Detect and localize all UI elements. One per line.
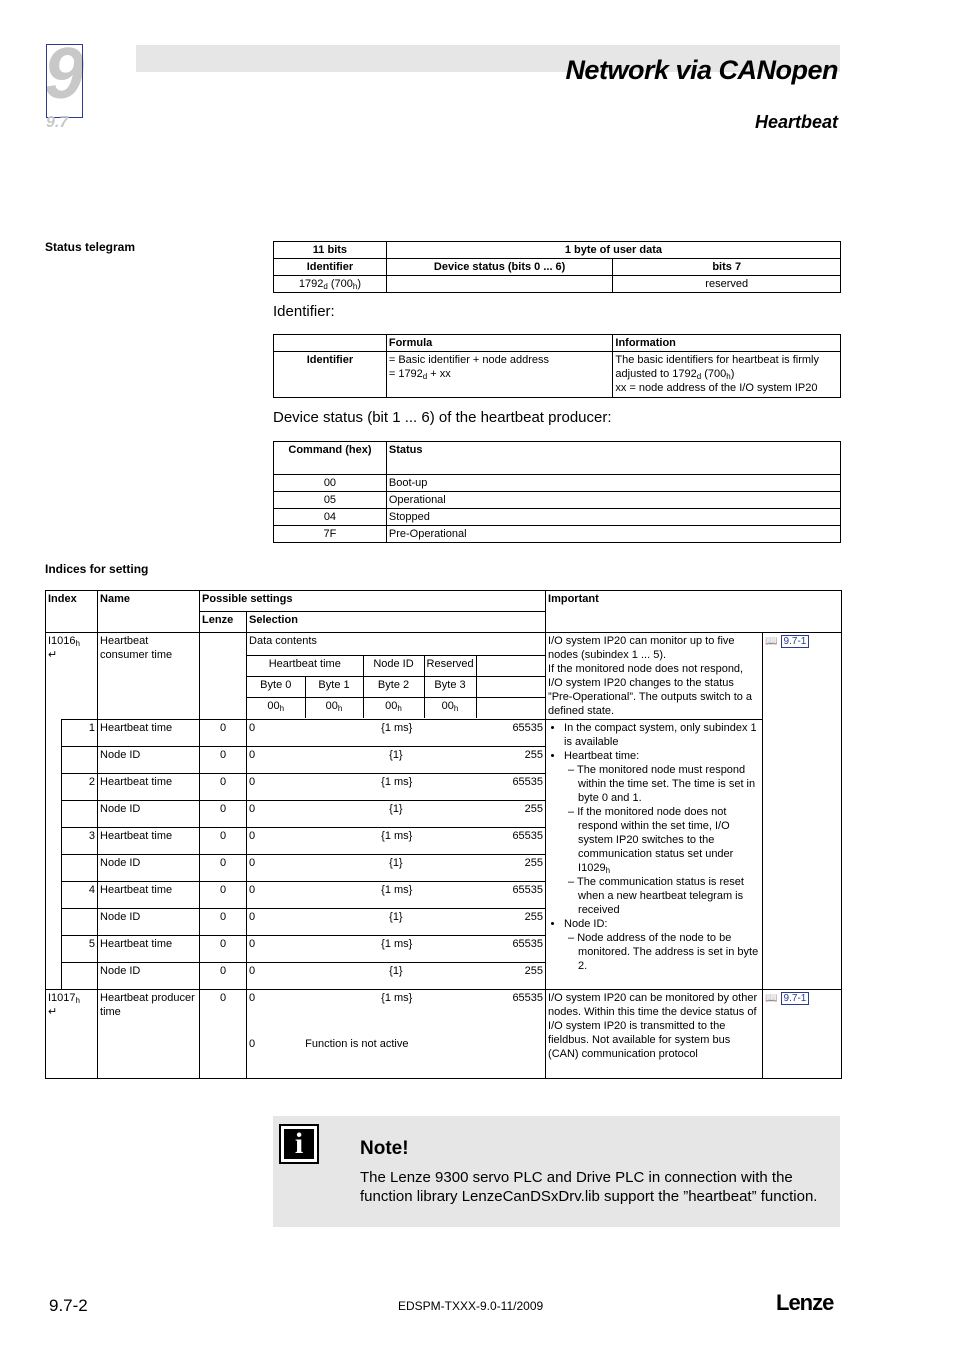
dc-val: $00_h$ bbox=[247, 698, 305, 719]
sub-name: Node ID bbox=[98, 909, 200, 936]
sub-lenze: 0 bbox=[200, 747, 247, 774]
sub-index: 2 bbox=[62, 774, 98, 801]
head-possible-settings: Possible settings bbox=[200, 591, 546, 612]
dc-byte1: Byte 1 bbox=[305, 677, 363, 698]
status-telegram-label: Status telegram bbox=[45, 240, 136, 254]
command-cell: 00 bbox=[274, 475, 387, 492]
sub-name: Heartbeat time bbox=[98, 774, 200, 801]
chapter-number: 9 bbox=[44, 34, 85, 114]
sub-selection: 0 {1 ms} 65535 bbox=[247, 882, 546, 909]
sub-lenze: 0 bbox=[200, 936, 247, 963]
head-name: Name bbox=[98, 591, 200, 633]
status-head: Status bbox=[386, 442, 840, 475]
info-icon: i bbox=[279, 1124, 319, 1164]
page-subtitle: Heartbeat bbox=[754, 112, 838, 132]
ref-i1016 bbox=[763, 633, 842, 990]
indices-table bbox=[45, 590, 842, 1079]
selection-i1017: 0 {1 ms} 65535 0 Function is not active bbox=[247, 990, 546, 1079]
sub-name: Node ID bbox=[98, 963, 200, 990]
index-i1016: $I1016_h$ ↵ bbox=[46, 633, 98, 720]
return-icon: ↵ bbox=[48, 649, 58, 661]
status-cell: Operational bbox=[386, 492, 840, 509]
status-cell: Stopped bbox=[386, 509, 840, 526]
identifier-row-label: Identifier bbox=[274, 352, 387, 398]
command-cell: 7F bbox=[274, 526, 387, 543]
book-icon: 📖 bbox=[765, 993, 778, 1004]
head-selection: Selection bbox=[247, 612, 546, 633]
ref-link[interactable]: 9.7-1 bbox=[781, 635, 810, 648]
sub-lenze: 0 bbox=[200, 828, 247, 855]
ref-i1017 bbox=[763, 990, 842, 1079]
important-i1017: I/O system IP20 can be monitored by other nodes. Within this time the device status of I/O system IP20 is transmitted to the fieldbus. Not available for system bus (CAN) communication protocol bbox=[546, 990, 763, 1079]
formula-head: Formula bbox=[386, 335, 613, 352]
sub-lenze: 0 bbox=[200, 882, 247, 909]
return-icon: ↵ bbox=[48, 1006, 58, 1018]
important-i1016: I/O system IP20 can monitor up to five nodes (subindex 1 ... 5). If the monitored node does not respond, I/O system IP20 changes to the status ”Pre-Operational”. The outputs switch to a defined state. bbox=[546, 633, 763, 720]
identifier-value: $1792_d$ $(700_h)$ bbox=[274, 276, 387, 293]
sub-selection: 0 {1 ms} 65535 bbox=[247, 828, 546, 855]
dc-reserved: Reserved bbox=[424, 656, 476, 677]
command-cell: 04 bbox=[274, 509, 387, 526]
note-title: Note! bbox=[360, 1138, 409, 1159]
sub-index: 5 bbox=[62, 936, 98, 963]
data-contents-cell: Data contents Heartbeat time Node ID Reserved Byte 0 Byte 1 Byte 2 Byte 3 $00_h$ $00_h$ $00_h$ $00_h$ bbox=[247, 633, 546, 720]
sub-index: 1 bbox=[62, 720, 98, 747]
device-status-cell bbox=[386, 276, 613, 293]
reserved-cell: reserved bbox=[613, 276, 841, 293]
identifier-empty-head bbox=[274, 335, 387, 352]
sub-index bbox=[62, 747, 98, 774]
sub-lenze: 0 bbox=[200, 855, 247, 882]
data-contents-table bbox=[247, 655, 545, 718]
device-status-table bbox=[273, 441, 841, 543]
col-user-data: 1 byte of user data bbox=[386, 242, 840, 259]
sub-index: 3 bbox=[62, 828, 98, 855]
status-cell: Pre-Operational bbox=[386, 526, 840, 543]
dc-byte2: Byte 2 bbox=[363, 677, 424, 698]
sub-index bbox=[62, 801, 98, 828]
col-bits7: bits 7 bbox=[613, 259, 841, 276]
sub-name: Heartbeat time bbox=[98, 882, 200, 909]
command-head: Command (hex) bbox=[274, 442, 387, 475]
important-subindex: • In the compact system, only subindex 1 is available • Heartbeat time: – The monitored node must respond within the time set. The time is set in byte 0 and 1. – If the monitored node does not respond within the set time, I/O system IP20 switches to the communication status set under $I1029_h$ – The communication status is reset when a new heartbeat telegram is received • Node ID: – Node address of the node to be monitored. The address is set in byte 2. bbox=[546, 720, 763, 990]
index-spacer bbox=[46, 720, 62, 990]
sub-index bbox=[62, 909, 98, 936]
section-number: 9.7 bbox=[46, 114, 69, 131]
head-lenze: Lenze bbox=[200, 612, 247, 633]
col-11-bits: 11 bits bbox=[274, 242, 387, 259]
dc-empty bbox=[476, 656, 545, 677]
index-i1017: $I1017_h$ ↵ bbox=[46, 990, 98, 1079]
dc-empty bbox=[476, 677, 545, 698]
sub-selection: 0 {1} 255 bbox=[247, 909, 546, 936]
sub-selection: 0 {1 ms} 65535 bbox=[247, 936, 546, 963]
sub-lenze: 0 bbox=[200, 963, 247, 990]
dc-empty bbox=[476, 698, 545, 719]
head-index: Index bbox=[46, 591, 98, 633]
sub-selection: 0 {1} 255 bbox=[247, 747, 546, 774]
information-cell: The basic identifiers for heartbeat is firmly adjusted to $1792_d$ $(700_h)$ xx = node address of the I/O system IP20 bbox=[613, 352, 841, 398]
dc-node-id: Node ID bbox=[363, 656, 424, 677]
sub-index bbox=[62, 855, 98, 882]
book-icon: 📖 bbox=[765, 636, 778, 647]
sub-index bbox=[62, 963, 98, 990]
dc-val: $00_h$ bbox=[363, 698, 424, 719]
lenze-i1017: 0 bbox=[200, 990, 247, 1079]
dc-heartbeat-time: Heartbeat time bbox=[247, 656, 363, 677]
note-text: The Lenze 9300 servo PLC and Drive PLC in connection with the function library LenzeCanDSxDrv.lib support the ”heartbeat” function. bbox=[360, 1169, 818, 1205]
information-head: Information bbox=[613, 335, 841, 352]
sub-lenze: 0 bbox=[200, 720, 247, 747]
sub-name: Node ID bbox=[98, 855, 200, 882]
command-cell: 05 bbox=[274, 492, 387, 509]
sub-selection: 0 {1} 255 bbox=[247, 963, 546, 990]
head-important: Important bbox=[546, 591, 842, 633]
lenze-logo: Lenze bbox=[776, 1290, 834, 1315]
chapter-box bbox=[46, 44, 83, 118]
name-i1016: Heartbeat consumer time bbox=[98, 633, 200, 720]
sub-name: Node ID bbox=[98, 801, 200, 828]
sub-lenze: 0 bbox=[200, 909, 247, 936]
name-i1017: Heartbeat producer time bbox=[98, 990, 200, 1079]
sub-name: Heartbeat time bbox=[98, 936, 200, 963]
formula-cell: = Basic identifier + node address = $1792_d$ + xx bbox=[386, 352, 613, 398]
identifier-table bbox=[273, 334, 841, 398]
sub-name: Heartbeat time bbox=[98, 828, 200, 855]
page-title: Network via CANopen bbox=[565, 55, 838, 85]
sub-index: 4 bbox=[62, 882, 98, 909]
indices-label: Indices for setting bbox=[45, 562, 149, 576]
sub-selection: 0 {1} 255 bbox=[247, 801, 546, 828]
sub-selection: 0 {1} 255 bbox=[247, 855, 546, 882]
page-number: 9.7-2 bbox=[49, 1296, 88, 1315]
col-device-status: Device status (bits 0 ... 6) bbox=[386, 259, 613, 276]
document-id: EDSPM-TXXX-9.0-11/2009 bbox=[398, 1299, 544, 1313]
dc-val: $00_h$ bbox=[424, 698, 476, 719]
dc-byte3: Byte 3 bbox=[424, 677, 476, 698]
ref-link[interactable]: 9.7-1 bbox=[781, 992, 810, 1005]
lenze-i1016 bbox=[200, 633, 247, 720]
sub-selection: 0 {1 ms} 65535 bbox=[247, 774, 546, 801]
sub-name: Node ID bbox=[98, 747, 200, 774]
status-cell: Boot-up bbox=[386, 475, 840, 492]
sub-lenze: 0 bbox=[200, 801, 247, 828]
dc-val: $00_h$ bbox=[305, 698, 363, 719]
identifier-heading: Identifier: bbox=[273, 303, 335, 320]
sub-name: Heartbeat time bbox=[98, 720, 200, 747]
status-telegram-table bbox=[273, 241, 841, 293]
dc-byte0: Byte 0 bbox=[247, 677, 305, 698]
col-identifier: Identifier bbox=[274, 259, 387, 276]
sub-lenze: 0 bbox=[200, 774, 247, 801]
sub-selection: 0 {1 ms} 65535 bbox=[247, 720, 546, 747]
device-status-heading: Device status (bit 1 ... 6) of the heartbeat producer: bbox=[273, 409, 612, 426]
